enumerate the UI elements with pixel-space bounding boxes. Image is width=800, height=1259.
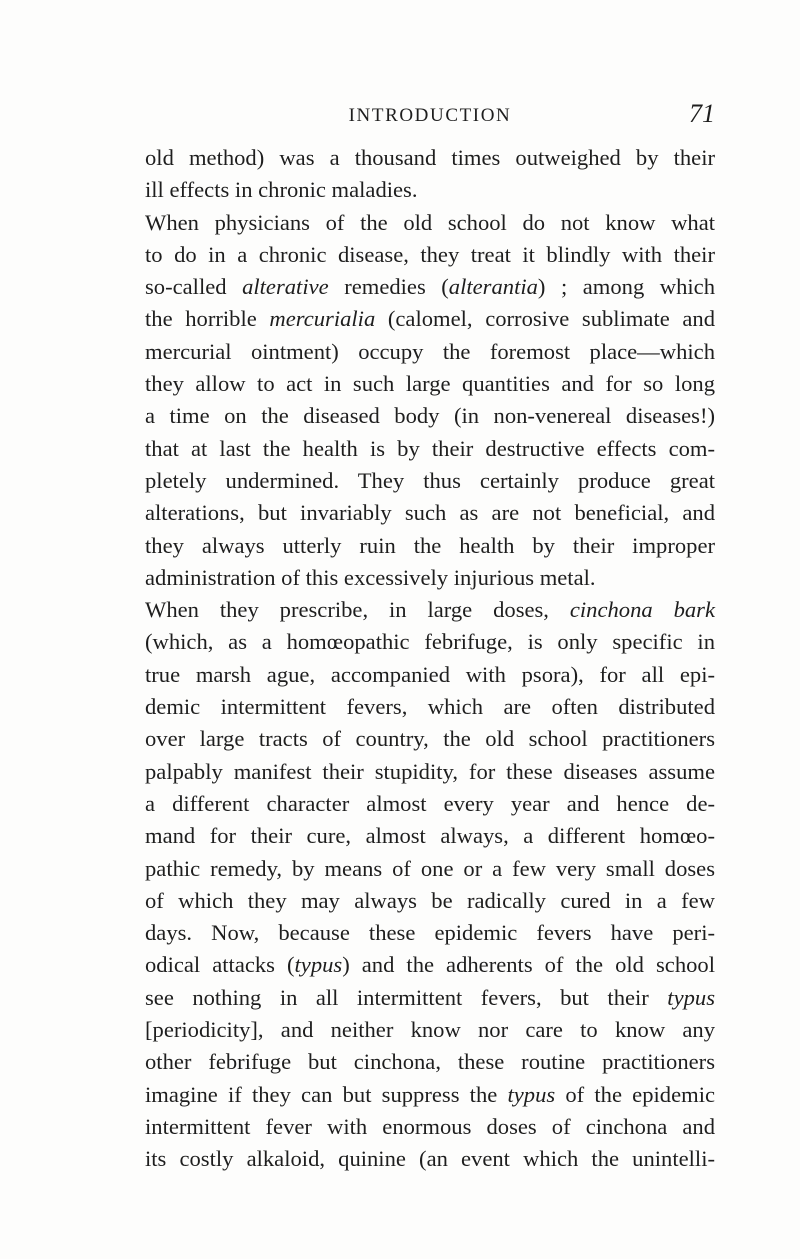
text-line: administration of this excessively injurious metal.: [145, 564, 596, 590]
text-line: they always utterly ruin the health by their improper: [145, 532, 715, 558]
text-line: see nothing in all intermittent fevers, but their typus: [145, 984, 715, 1010]
text-line: a time on the diseased body (in non-venereal diseases!): [145, 403, 715, 429]
text-line: (which, as a homœopathic febrifuge, is only specific in: [145, 629, 715, 655]
text-line: alterations, but invariably such as are not beneficial, and: [145, 500, 715, 526]
text-line: true marsh ague, accompanied with psora), for all epi-: [145, 661, 715, 687]
text-line: that at last the health is by their destructive effects com-: [145, 435, 715, 461]
text-line: odical attacks (typus) and the adherents of the old school: [145, 952, 715, 978]
text-line: ill effects in chronic maladies.: [145, 177, 418, 203]
text-line: palpably manifest their stupidity, for these diseases assume: [145, 758, 715, 784]
text-line: of which they may always be radically cured in a few: [145, 887, 715, 913]
page-number: 71: [689, 99, 715, 128]
header-title: INTRODUCTION: [348, 105, 512, 126]
text-line: When they prescribe, in large doses, cinchona bark: [145, 597, 715, 623]
running-header: [145, 100, 715, 132]
text-line: imagine if they can but suppress the typus of the epidemic: [145, 1081, 715, 1107]
text-line: pletely undermined. They thus certainly produce great: [145, 467, 715, 493]
text-line: other febrifuge but cinchona, these routine practitioners: [145, 1049, 715, 1075]
text-line: mand for their cure, almost always, a different homœo-: [145, 823, 715, 849]
text-line: to do in a chronic disease, they treat it blindly with their: [145, 241, 715, 267]
text-line: over large tracts of country, the old school practitioners: [145, 726, 715, 752]
text-line: they allow to act in such large quantities and for so long: [145, 371, 715, 397]
text-line: a different character almost every year and hence de-: [145, 790, 715, 816]
text-line: old method) was a thousand times outweighed by their: [145, 145, 715, 170]
text-line: the horrible mercurialia (calomel, corrosive sublimate and: [145, 306, 716, 332]
text-line: so-called alterative remedies (alterantia) ; among which: [145, 274, 715, 300]
body-text: [145, 142, 715, 1176]
text-line: demic intermittent fevers, which are often distributed: [145, 694, 715, 720]
text-line: [periodicity], and neither know nor care to know any: [145, 1017, 715, 1043]
text-line: days. Now, because these epidemic fevers have peri-: [145, 920, 715, 946]
text-line: When physicians of the old school do not know what: [145, 209, 715, 235]
text-line: pathic remedy, by means of one or a few very small doses: [145, 855, 715, 881]
text-line: mercurial ointment) occupy the foremost place—which: [145, 338, 715, 364]
text-line: intermittent fever with enormous doses of cinchona and: [145, 1113, 715, 1139]
text-line: its costly alkaloid, quinine (an event which the unintelli-: [145, 1146, 715, 1172]
